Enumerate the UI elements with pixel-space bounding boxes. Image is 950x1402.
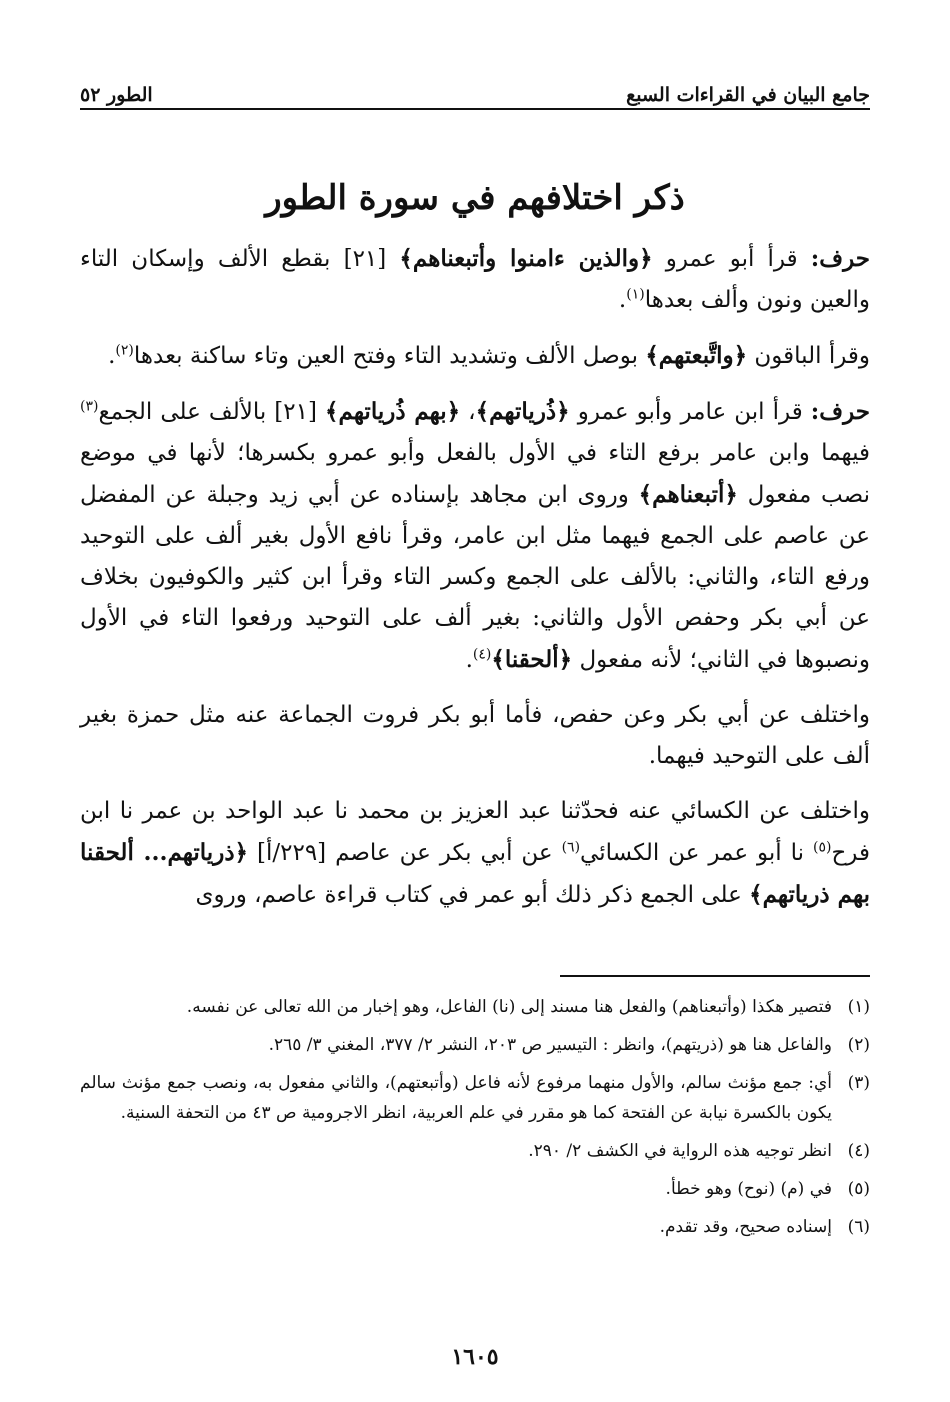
footnote-1 — [80, 992, 870, 1022]
paragraph-3 — [80, 391, 870, 681]
text-span: . — [108, 343, 116, 369]
harf-label: حرف: — [810, 245, 870, 272]
text-span: ، — [460, 399, 476, 425]
footnote-4 — [80, 1136, 870, 1166]
text-span: على الجمع ذكر ذلك أبو عمر في كتاب قراءة عاصم، وروى — [195, 882, 750, 908]
quran-quote: ﴿أتبعناهم﴾ — [638, 481, 738, 508]
footnote-3 — [80, 1068, 870, 1128]
footnote-ref: (٣) — [80, 398, 99, 415]
footnote-ref: (٤) — [472, 646, 492, 663]
page-number: ١٦٠٥ — [451, 1344, 499, 1370]
harf-label: حرف: — [810, 398, 870, 425]
footnote-ref: (٥) — [812, 839, 832, 856]
text-span: . — [465, 647, 473, 673]
text-span: واختلف عن الكسائي عنه فحدّثنا عبد العزيز بن محمد نا عبد الواحد بن عمر نا ابن فرح — [80, 798, 870, 866]
running-header — [80, 70, 870, 106]
footnote-number: (٥) — [847, 1179, 870, 1199]
quran-quote: ﴿ذرياتهم... ألحقنا بهم ذرياتهم﴾ — [80, 839, 870, 908]
text-span: [٢١] بقطع الألف وإسكان التاء والعين ونون وألف بعدها — [80, 246, 870, 313]
footnote-text: أي: جمع مؤنث سالم، والأول منهما مرفوع لأنه فاعل (وأتبعتهم)، والثاني مفعول به، ونصب جمع مؤنث سالم يكون بالكسرة نيابة عن الفتحة كما هو مقرر في علم العربية، انظر الاجرومية ص ٤٣ من التحفة السنية. — [80, 1073, 832, 1123]
paragraph-4 — [80, 695, 870, 777]
quran-quote: ﴿واتَّبعتهم﴾ — [645, 342, 748, 369]
text-span: قرأ ابن عامر وأبو عمرو — [569, 399, 811, 425]
footnote-text: فتصير هكذا (وأتبعناهم) والفعل هنا مسند إلى (نا) الفاعل، وهو إخبار من الله تعالى عن نفسه. — [186, 997, 832, 1017]
footnote-ref: (١) — [626, 286, 645, 303]
quran-quote: ﴿بهم ذُرياتهم﴾ — [325, 398, 461, 425]
text-span: وروى ابن مجاهد بإسناده عن أبي زيد وجبلة عن المفضل عن عاصم على الجمع فيهما مثل ابن عامر، وقرأ نافع الأول بغير ألف على التوحيد ورفع التاء، والثاني: بالألف على الجمع وكسر التاء وقرأ ابن كثير والكوفيون بخلاف عن أبي بكر وحفص الأول والثاني: بغير ألف على التوحيد ورفعوا التاء في الأول ونصبوها في الثاني؛ لأنه مفعول — [80, 482, 870, 673]
footnote-text: والفاعل هنا هو (ذريتهم)، وانظر : التيسير ص ٢٠٣، النشر ٢/ ٣٧٧، المغني ٣/ ٢٦٥. — [268, 1035, 832, 1055]
footnote-2 — [80, 1030, 870, 1060]
chapter-title: ذكر اختلافهم في سورة الطور — [265, 178, 685, 218]
footnote-number: (٦) — [847, 1217, 870, 1237]
quran-quote: ﴿والذين ءامنوا وأتبعناهم﴾ — [399, 245, 653, 272]
text-span: فيهما وابن عامر برفع التاء في الأول بالفعل وأبو عمرو بكسرها؛ لأنها في موضع نصب مفعول — [80, 440, 870, 508]
text-span: . — [618, 287, 627, 313]
text-span: عن أبي بكر عن عاصم [٢٢٩/أ] — [248, 840, 562, 866]
footnote-number: (٤) — [847, 1141, 870, 1161]
paragraph-2 — [80, 335, 870, 377]
footnote-number: (٣) — [847, 1073, 870, 1093]
footnote-number: (١) — [847, 997, 870, 1017]
footnote-5 — [80, 1174, 870, 1204]
paragraph-1 — [80, 238, 870, 321]
text-span: بوصل الألف وتشديد التاء وفتح العين وتاء ساكنة بعدها — [133, 343, 646, 369]
text-span: واختلف عن أبي بكر وعن حفص، فأما أبو بكر فروت الجماعة عنه مثل حمزة بغير ألف على التوحيد فيهما. — [80, 702, 870, 769]
quran-quote: ﴿ألحقنا﴾ — [491, 646, 573, 673]
footnote-number: (٢) — [847, 1035, 870, 1055]
footnote-6 — [80, 1212, 870, 1242]
footnote-rule — [560, 975, 870, 977]
text-span: نا أبو عمر عن الكسائي — [580, 840, 813, 866]
footnote-text: انظر توجيه هذه الرواية في الكشف ٢/ ٢٩٠. — [528, 1141, 832, 1161]
footnote-text: في (م) (نوح) وهو خطأ. — [665, 1179, 832, 1199]
text-span: [٢١] بالألف على الجمع — [98, 399, 326, 425]
footnote-ref: (٢) — [115, 342, 134, 359]
quran-quote: ﴿ذُرياتهم﴾ — [475, 398, 570, 425]
footnote-text: إسناده صحيح، وقد تقدم. — [659, 1217, 832, 1237]
surah-header: الطور ٥٢ — [80, 84, 153, 106]
header-rule — [80, 108, 870, 110]
main-text — [80, 238, 870, 930]
book-title: جامع البيان في القراءات السبع — [626, 84, 870, 106]
paragraph-5 — [80, 791, 870, 916]
text-span: وقرأ الباقون — [747, 343, 870, 369]
text-span: قرأ أبو عمرو — [652, 246, 811, 272]
footnote-ref: (٦) — [561, 839, 581, 856]
footnotes — [80, 992, 870, 1250]
